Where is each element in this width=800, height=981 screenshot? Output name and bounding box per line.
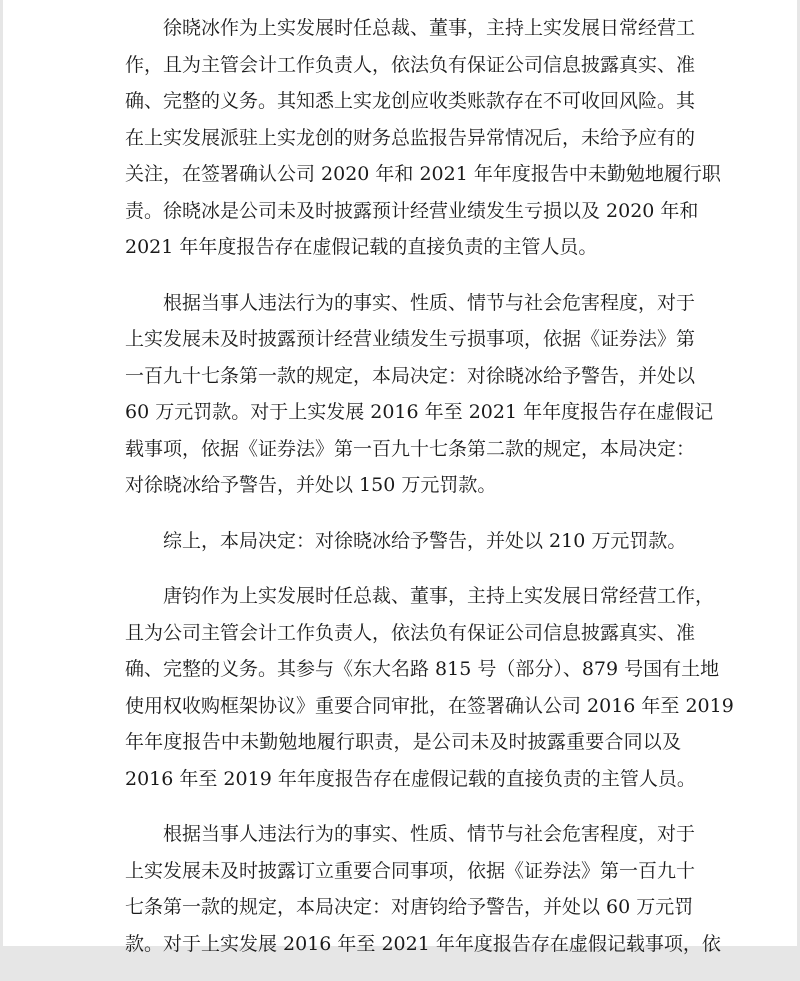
text-line: 根据当事人违法行为的事实、性质、情节与社会危害程度，对于 [163,823,696,845]
text-line: 2016 年至 2019 年年度报告存在虚假记载的直接负责的主管人员。 [125,767,696,790]
text-line: 徐晓冰作为上实发展时任总裁、董事，主持上实发展日常经营工 [163,17,696,39]
paragraph-tang-responsibility [125,578,734,797]
text-line: 唐钧作为上实发展时任总裁、董事，主持上实发展日常经营工作， [163,585,715,607]
document-body [125,10,734,981]
text-line: 七条第一款的规定，本局决定：对唐钧给予警告，并处以 60 万元罚 [125,896,694,918]
text-line: 作，且为主管会计工作负责人，依法负有保证公司信息披露真实、准 [125,53,696,76]
text-line: 确、完整的义务。其参与《东大名路 815 号（部分）、879 号国有土地 [125,658,720,680]
text-line: 2021 年年度报告存在虚假记载的直接负责的主管人员。 [125,236,598,258]
text-line: 在上实发展派驻上实龙创的财务总监报告异常情况后，未给予应有的 [125,126,696,149]
text-line: 根据当事人违法行为的事实、性质、情节与社会危害程度，对于 [163,291,696,314]
paragraph-xu-responsibility [125,10,721,266]
text-line: 年年度报告中未勤勉地履行职责，是公司未及时披露重要合同以及 [125,731,681,753]
text-line: 且为公司主管会计工作负责人，依法负有保证公司信息披露真实、准 [125,621,696,644]
text-line: 载事项，依据《证券法》第一百九十七条第二款的规定，本局决定： [125,437,696,460]
text-line: 款。对于上实发展 2016 年至 2021 年年度报告存在虚假记载事项，依 [125,932,721,955]
document-page [3,0,797,955]
text-line: 对徐晓冰给予警告，并处以 150 万元罚款。 [125,474,497,496]
paragraph-xu-summary [125,523,687,560]
text-line: 综上，本局决定：对徐晓冰给予警告，并处以 210 万元罚款。 [163,529,687,552]
text-line: 60 万元罚款。对于上实发展 2016 年至 2021 年年度报告存在虚假记 [125,401,714,423]
text-line: 确、完整的义务。其知悉上实龙创应收类账款存在不可收回风险。其 [125,90,696,112]
text-line: 使用权收购框架协议》重要合同审批，在签署确认公司 2016 年至 2019 [125,694,734,717]
text-line: 一百九十七条第一款的规定，本局决定：对徐晓冰给予警告，并处以 [125,364,696,387]
text-line: 关注，在签署确认公司 2020 年和 2021 年年度报告中未勤勉地履行职 [125,163,721,185]
paragraph-tang-penalty [125,816,721,962]
text-line: 上实发展未及时披露预计经营业绩发生亏损事项，依据《证券法》第 [125,328,696,350]
text-line: 责。徐晓冰是公司未及时披露预计经营业绩发生亏损以及 2020 年和 [125,199,699,222]
paragraph-xu-penalty [125,285,714,504]
text-line: 上实发展未及时披露订立重要合同事项，依据《证券法》第一百九十 [125,859,696,882]
